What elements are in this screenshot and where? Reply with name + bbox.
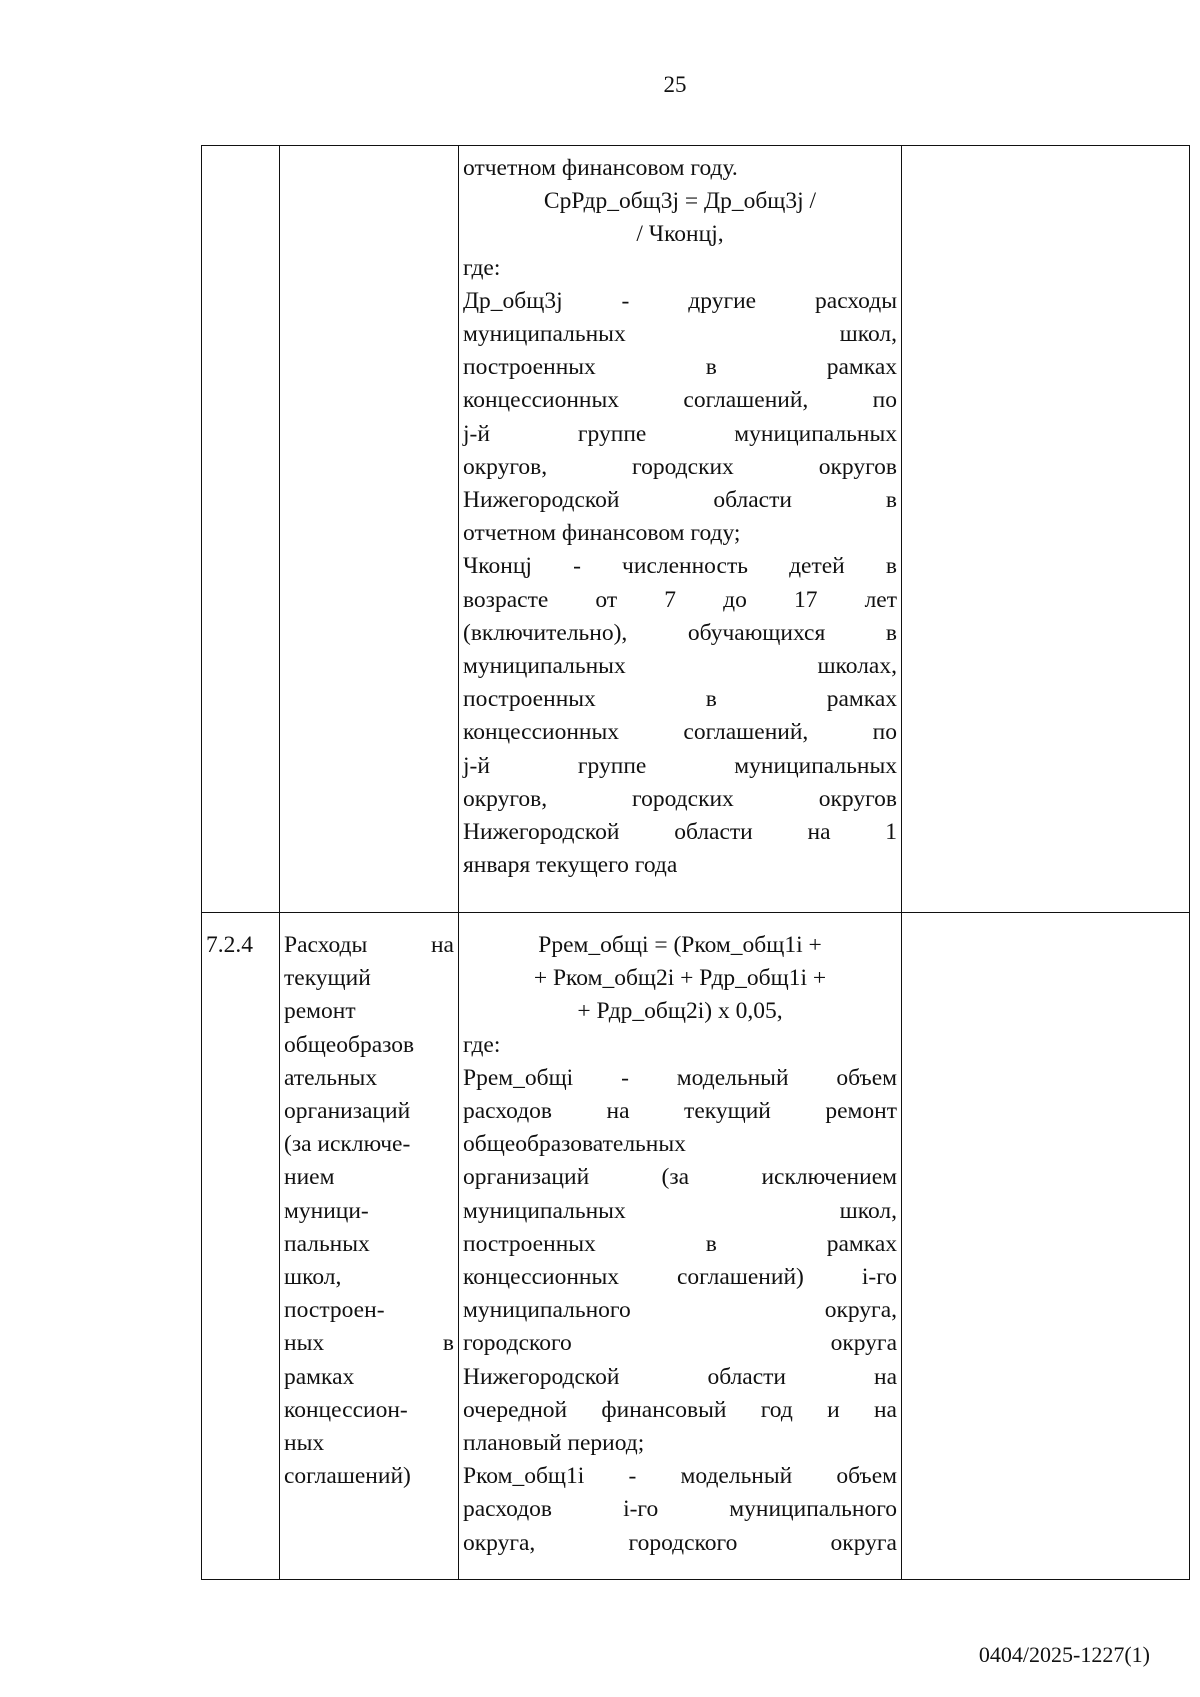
text-line: расходов на текущий ремонт — [463, 1098, 897, 1125]
text-line: возрасте от 7 до 17 лет — [463, 586, 897, 613]
text-line: отчетном финансовом году. — [463, 155, 738, 181]
text-line: Нижегородской области на 1 — [463, 819, 897, 846]
text-line: муниципального округа, — [463, 1297, 897, 1324]
description-cell — [280, 913, 459, 1580]
text-line: j-й группе муниципальных — [463, 752, 897, 779]
text-line: где: — [463, 1031, 501, 1058]
row-number-cell — [202, 913, 280, 1580]
formula-cell — [459, 913, 902, 1580]
row-number: 7.2.4 — [206, 932, 253, 958]
text-line: организаций — [284, 1098, 411, 1125]
text-line: построен- — [284, 1297, 385, 1324]
description-cell — [280, 146, 459, 913]
text-line: ремонт — [284, 998, 356, 1025]
text-line: (включительно), обучающихся в — [463, 619, 897, 646]
formula-cell — [459, 146, 902, 913]
text-line: текущий — [284, 965, 371, 992]
text-line: городского округа — [463, 1330, 897, 1357]
text-line: Ррем_общi - модельный объем — [463, 1064, 897, 1091]
text-line: Нижегородской области в — [463, 487, 897, 514]
note-cell — [902, 913, 1190, 1580]
text-line: января текущего года — [463, 852, 678, 879]
text-line: концессион- — [284, 1396, 408, 1423]
text-line: общеобразов — [284, 1031, 415, 1058]
text-line: + Рдр_общ2i) х 0,05, — [577, 998, 783, 1025]
table-row — [202, 913, 1190, 1580]
document-code: 0404/2025-1227(1) — [978, 1642, 1150, 1667]
text-line: где: — [463, 254, 501, 281]
text-line: построенных в рамках — [463, 1230, 897, 1257]
text-line: организаций (за исключением — [463, 1164, 897, 1191]
text-line: общеобразовательных — [463, 1131, 686, 1158]
text-line: муници- — [284, 1197, 369, 1224]
text-line: Ррем_общi = (Рком_общ1i + — [538, 932, 822, 958]
text-line: школ, — [284, 1264, 342, 1291]
table-row — [202, 146, 1190, 913]
text-line: ных — [284, 1430, 325, 1457]
text-line: Др_общ3j - другие расходы — [463, 287, 897, 314]
formula-table — [201, 145, 1190, 1580]
text-line: Чконцj - численность детей в — [463, 553, 897, 580]
text-line: пальных — [284, 1230, 370, 1257]
text-line: Нижегородской области на — [463, 1363, 897, 1390]
text-line: ных в — [284, 1330, 454, 1357]
text-line: построенных в рамках — [463, 686, 897, 713]
text-line: + Рком_общ2i + Рдр_общ1i + — [533, 965, 827, 992]
text-line: соглашений) — [284, 1463, 411, 1490]
text-line: Расходы на — [284, 932, 454, 958]
text-line: муниципальных школ, — [463, 1197, 897, 1224]
text-line: округа, городского округа — [463, 1529, 897, 1556]
text-line: отчетном финансовом году; — [463, 520, 741, 547]
text-line: нием — [284, 1164, 335, 1191]
text-line: Рком_общ1i - модельный объем — [463, 1463, 897, 1490]
text-line: ательных — [284, 1064, 378, 1091]
text-line: построенных в рамках — [463, 354, 897, 381]
text-line: расходов i-го муниципального — [463, 1496, 897, 1523]
row-number-cell — [202, 146, 280, 913]
text-line: очередной финансовый год и на — [463, 1396, 897, 1423]
text-line: муниципальных школ, — [463, 321, 897, 348]
text-line: рамках — [284, 1363, 355, 1390]
text-line: округов, городских округов — [463, 785, 897, 812]
text-line: концессионных соглашений) i-го — [463, 1264, 897, 1291]
text-line: муниципальных школах, — [463, 653, 897, 680]
text-line: концессионных соглашений, по — [463, 387, 897, 414]
note-cell — [902, 146, 1190, 913]
text-line: (за исключе- — [284, 1131, 411, 1158]
text-line: плановый период; — [463, 1430, 645, 1457]
text-line: округов, городских округов — [463, 453, 897, 480]
text-line: / Чконцj, — [636, 221, 724, 248]
text-line: СрРдр_общ3j = Др_общ3j / — [543, 188, 817, 215]
page-number: 25 — [663, 72, 687, 97]
text-line: j-й группе муниципальных — [463, 420, 897, 447]
text-line: концессионных соглашений, по — [463, 719, 897, 746]
